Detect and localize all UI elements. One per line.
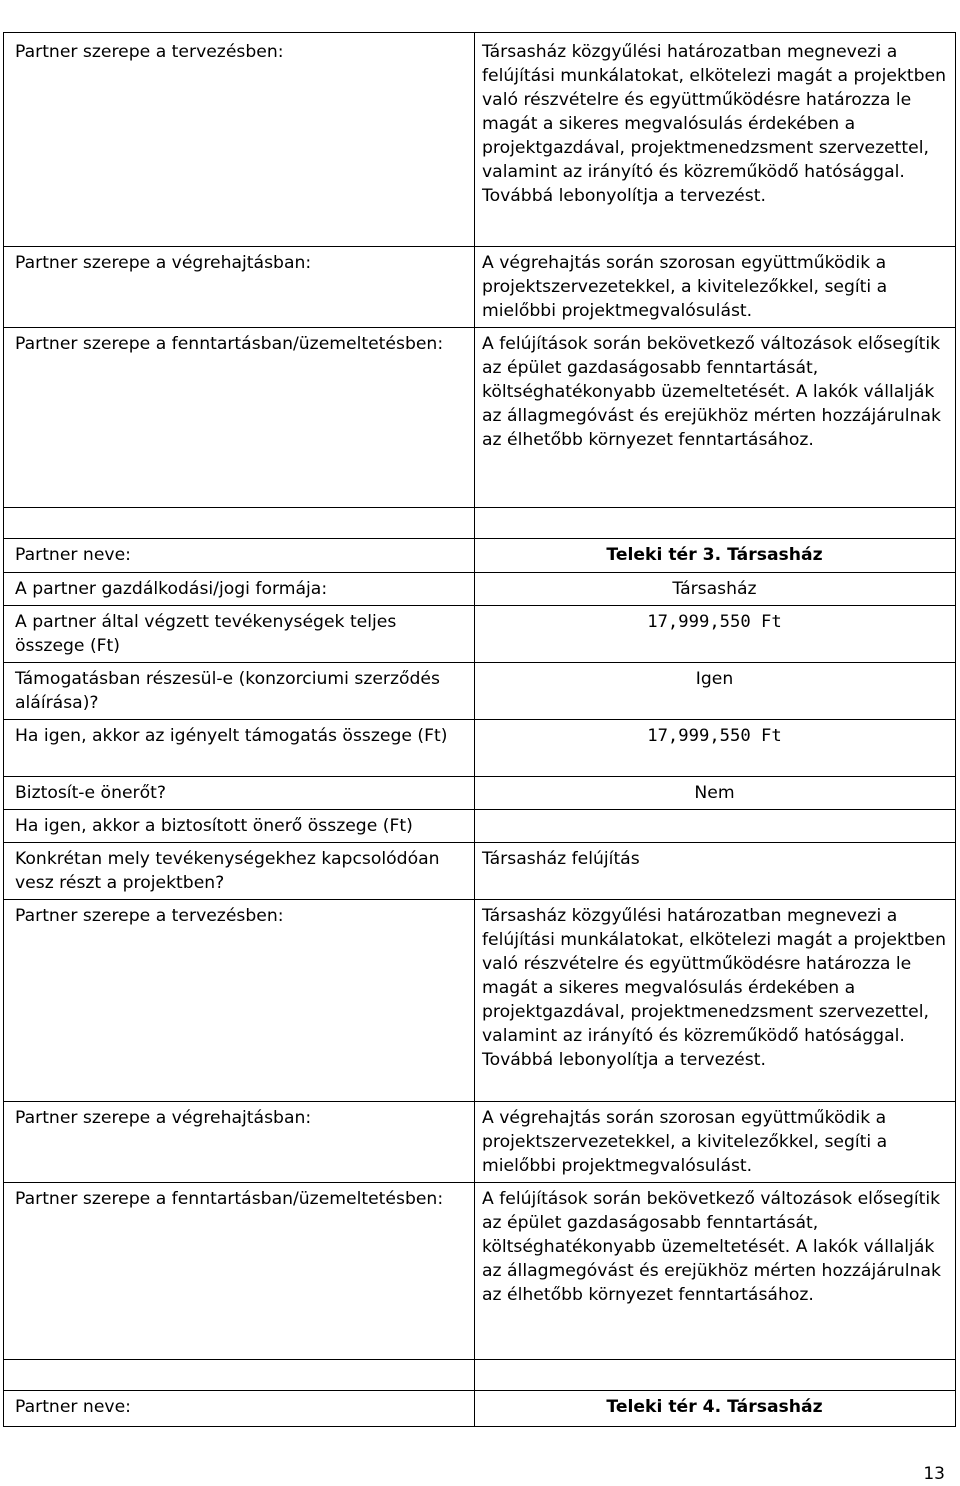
table-row (4, 508, 956, 539)
table-row (4, 720, 956, 777)
table-row (4, 606, 956, 663)
label-cell (4, 606, 475, 663)
execution-role-label: Partner szerepe a végrehajtásban: (15, 1108, 312, 1128)
blank-cell (475, 508, 956, 539)
table-row (4, 810, 956, 843)
label-cell (4, 328, 475, 508)
value-cell (475, 720, 956, 777)
execution-role-value: A végrehajtás során szorosan együttműködik a projektszervezetekkel, a kivitelezőkkel, segíti a mielőbbi projektmegvalósulást. (482, 1108, 888, 1176)
support-value: Igen (695, 669, 734, 689)
blank-cell (4, 508, 475, 539)
support-amount-label: Ha igen, akkor az igényelt támogatás összege (Ft) (15, 726, 448, 746)
table-row (4, 663, 956, 720)
activities-total-label: A partner által végzett tevékenységek teljes összege (Ft) (15, 612, 397, 656)
label-cell (4, 1391, 475, 1427)
label-cell (4, 539, 475, 573)
execution-role-label: Partner szerepe a végrehajtásban: (15, 253, 312, 273)
table-row (4, 1391, 956, 1427)
maintenance-role-value: A felújítások során bekövetkező változások elősegítik az épület gazdaságosabb fenntartását, költséghatékonyabb üzemeltetését. A lakók vállalják az állagmegóvást és erejükhöz mérten hozzájárulnak az élhetőbb környezet fenntartásához. (482, 334, 941, 450)
maintenance-role-label: Partner szerepe a fenntartásban/üzemeltetésben: (15, 1189, 444, 1209)
value-cell (475, 606, 956, 663)
execution-role-value: A végrehajtás során szorosan együttműködik a projektszervezetekkel, a kivitelezőkkel, segíti a mielőbbi projektmegvalósulást. (482, 253, 888, 321)
value-cell (475, 328, 956, 508)
partner-name-value: Teleki tér 3. Társasház (606, 545, 823, 565)
table-row (4, 843, 956, 900)
label-cell (4, 663, 475, 720)
label-cell (4, 777, 475, 810)
maintenance-role-value: A felújítások során bekövetkező változások elősegítik az épület gazdaságosabb fenntartását, költséghatékonyabb üzemeltetését. A lakók vállalják az állagmegóvást és erejükhöz mérten hozzájárulnak az élhetőbb környezet fenntartásához. (482, 1189, 941, 1305)
value-cell (475, 33, 956, 247)
partner-name-value: Teleki tér 4. Társasház (606, 1397, 823, 1417)
value-cell (475, 663, 956, 720)
partner-name-label: Partner neve: (15, 1397, 131, 1417)
planning-role-value: Társasház közgyűlési határozatban megnevezi a felújítási munkálatokat, elkötelezi magát a projektben való részvételre és együttműködésre határozza le magát a sikeres megvalósulás érdekében a projektgazdával, projektmenedzsment szervezettel, valamint az irányító és közreműködő hatósággal. Továbbá lebonyolítja a tervezést. (482, 906, 947, 1070)
table-row (4, 539, 956, 573)
activities-label: Konkrétan mely tevékenységekhez kapcsolódóan vesz részt a projektben? (15, 849, 440, 893)
blank-cell (4, 1360, 475, 1391)
planning-role-label: Partner szerepe a tervezésben: (15, 906, 284, 926)
table-row (4, 1102, 956, 1183)
partner-name-label: Partner neve: (15, 545, 131, 565)
value-cell (475, 1102, 956, 1183)
own-funds-label: Biztosít-e önerőt? (15, 783, 166, 803)
label-cell (4, 843, 475, 900)
table-row (4, 247, 956, 328)
table-row (4, 1183, 956, 1360)
own-funds-value: Nem (694, 783, 735, 803)
support-label: Támogatásban részesül-e (konzorciumi szerződés aláírása)? (15, 669, 440, 713)
label-cell (4, 810, 475, 843)
activities-value: Társasház felújítás (482, 849, 640, 869)
legal-form-value: Társasház (672, 579, 757, 599)
page-number: 13 (923, 1464, 945, 1484)
value-cell (475, 1391, 956, 1427)
label-cell (4, 900, 475, 1102)
table-row (4, 328, 956, 508)
value-cell (475, 900, 956, 1102)
table-row (4, 900, 956, 1102)
label-cell (4, 573, 475, 606)
value-cell (475, 247, 956, 328)
label-cell (4, 247, 475, 328)
table-row (4, 33, 956, 247)
table-row (4, 573, 956, 606)
maintenance-role-label: Partner szerepe a fenntartásban/üzemeltetésben: (15, 334, 444, 354)
activities-total-value: 17,999,550 Ft (647, 612, 782, 632)
table-row (4, 777, 956, 810)
blank-cell (475, 1360, 956, 1391)
partner-table (3, 32, 956, 1427)
value-cell (475, 539, 956, 573)
value-cell (475, 777, 956, 810)
value-cell (475, 843, 956, 900)
label-cell (4, 33, 475, 247)
own-funds-amount-label: Ha igen, akkor a biztosított önerő összege (Ft) (15, 816, 413, 836)
table-row (4, 1360, 956, 1391)
support-amount-value: 17,999,550 Ft (647, 726, 782, 746)
label-cell (4, 720, 475, 777)
legal-form-label: A partner gazdálkodási/jogi formája: (15, 579, 328, 599)
value-cell (475, 1183, 956, 1360)
planning-role-label: Partner szerepe a tervezésben: (15, 42, 284, 62)
value-cell (475, 573, 956, 606)
label-cell (4, 1102, 475, 1183)
label-cell (4, 1183, 475, 1360)
value-cell (475, 810, 956, 843)
planning-role-value: Társasház közgyűlési határozatban megnevezi a felújítási munkálatokat, elkötelezi magát a projektben való részvételre és együttműködésre határozza le magát a sikeres megvalósulás érdekében a projektgazdával, projektmenedzsment szervezettel, valamint az irányító és közreműködő hatósággal. Továbbá lebonyolítja a tervezést. (482, 42, 947, 206)
